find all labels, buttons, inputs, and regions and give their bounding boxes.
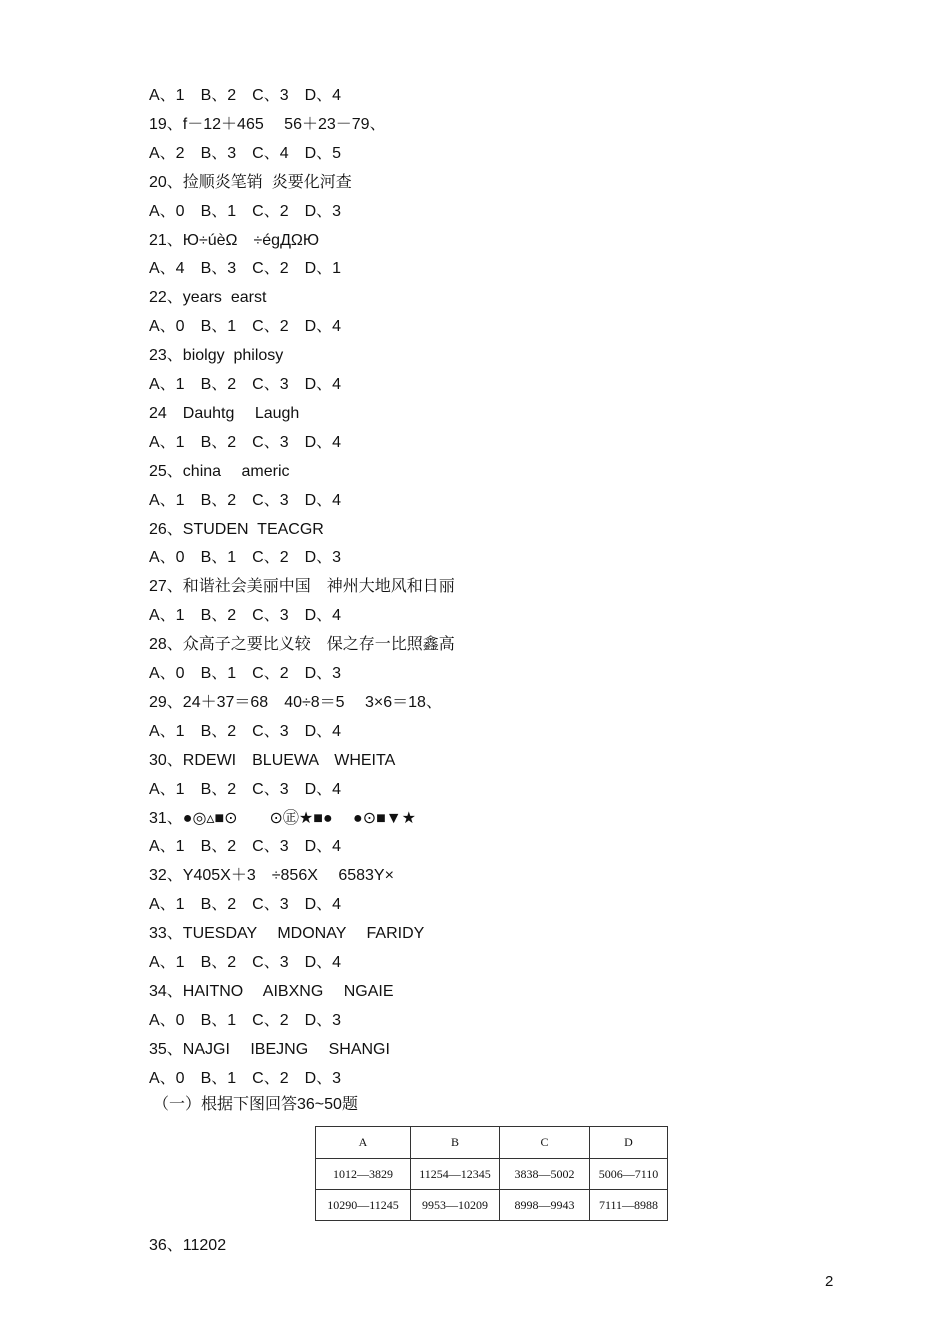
- table-header-c: C: [500, 1127, 590, 1159]
- table-cell: 11254—12345: [411, 1159, 500, 1190]
- question-line: 31、●◎▵■⊙ ⊙㊣★■● ●⊙■▼★: [149, 809, 416, 827]
- question-line: 23、biolgy philosy: [149, 347, 284, 365]
- answer-options-line: A、0 B、1 C、2 D、3: [149, 549, 342, 567]
- answer-options-line: A、0 B、1 C、2 D、3: [149, 1011, 342, 1029]
- question-line: 33、TUESDAY MDONAY FARIDY: [149, 925, 425, 943]
- table-header-d: D: [590, 1127, 668, 1159]
- table-header-row: [316, 1127, 668, 1159]
- table-cell: 10290—11245: [316, 1190, 411, 1221]
- question-line: 35、NAJGI IBEJNG SHANGI: [149, 1040, 390, 1058]
- table-cell: 9953—10209: [411, 1190, 500, 1221]
- answer-options-line: A、1 B、2 C、3 D、4: [149, 433, 342, 451]
- table-row: [316, 1190, 668, 1221]
- table-header-b: B: [411, 1127, 500, 1159]
- answer-options-line: A、1 B、2 C、3 D、4: [149, 896, 342, 914]
- table-cell: 3838—5002: [500, 1159, 590, 1190]
- table-cell: 8998—9943: [500, 1190, 590, 1221]
- answer-options-line: A、2 B、3 C、4 D、5: [149, 144, 342, 162]
- question-36: 36、11202: [149, 1237, 227, 1254]
- question-line: 20、捡顺炎笔销 炎要化河查: [149, 173, 352, 191]
- answer-options-line: A、1 B、2 C、3 D、4: [149, 780, 342, 798]
- question-line: 30、RDEWI BLUEWA WHEITA: [149, 751, 396, 769]
- section-heading: （一）根据下图回答36~50题: [153, 1096, 358, 1113]
- answer-options-line: A、0 B、1 C、2 D、3: [149, 202, 342, 220]
- table-cell: 7111—8988: [590, 1190, 668, 1221]
- question-line: 19、f－12＋465 56＋23－79、: [149, 115, 386, 133]
- table-row: [316, 1159, 668, 1190]
- question-line: 32、Y405X＋3 ÷856X 6583Y×: [149, 867, 394, 885]
- table-cell: 1012—3829: [316, 1159, 411, 1190]
- question-line: 29、24＋37＝68 40÷8＝5 3×6＝18、: [149, 693, 442, 711]
- question-line: 25、china americ: [149, 462, 290, 480]
- answer-options-line: A、4 B、3 C、2 D、1: [149, 260, 342, 278]
- question-line: 24 Dauhtg Laugh: [149, 404, 300, 422]
- answer-options-line: A、1 B、2 C、3 D、4: [149, 87, 342, 104]
- question-line: 26、STUDEN TEACGR: [149, 520, 324, 538]
- answer-options-line: A、1 B、2 C、3 D、4: [149, 954, 342, 971]
- answer-options-line: A、1 B、2 C、3 D、4: [149, 607, 342, 625]
- question-line: 22、years earst: [149, 289, 267, 307]
- answer-options-line: A、1 B、2 C、3 D、4: [149, 838, 342, 856]
- table-header-a: A: [316, 1127, 411, 1159]
- page-number: 2: [825, 1273, 834, 1290]
- answer-options-line: A、1 B、2 C、3 D、4: [149, 491, 342, 509]
- question-line: 27、和谐社会美丽中国 神州大地风和日丽: [149, 578, 455, 596]
- question-line: 21、Ю÷úèΩ ÷égДΩЮ: [149, 231, 320, 249]
- answer-options-line: A、0 B、1 C、2 D、4: [149, 318, 342, 336]
- answer-options-line: A、0 B、1 C、2 D、3: [149, 665, 342, 682]
- table-cell: 5006—7110: [590, 1159, 668, 1190]
- answer-options-line: A、1 B、2 C、3 D、4: [149, 722, 342, 740]
- question-line: 28、众高子之要比义较 保之存一比照鑫高: [149, 636, 455, 654]
- question-line: 34、HAITNO AIBXNG NGAIE: [149, 982, 394, 1000]
- answer-options-line: A、1 B、2 C、3 D、4: [149, 376, 342, 393]
- answer-options-line: A、0 B、1 C、2 D、3: [149, 1069, 342, 1087]
- range-table: [315, 1126, 668, 1221]
